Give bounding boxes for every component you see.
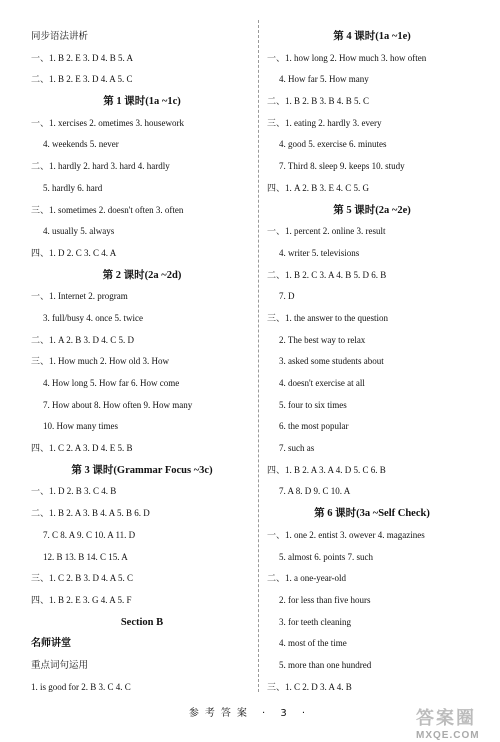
answer-line: 四、1. B 2. A 3. A 4. D 5. C 6. B: [267, 464, 386, 475]
section-heading: 第 1 课时(1a ~1c): [103, 96, 181, 108]
section-heading: 第 6 课时(3a ~Self Check): [314, 508, 430, 520]
answer-line: 二、1. hardly 2. hard 3. hard 4. hardly: [31, 161, 170, 172]
section-heading: 第 5 课时(2a ~2e): [333, 204, 411, 216]
answer-line: 7. A 8. D 9. C 10. A: [279, 486, 351, 497]
answer-line: 5. hardly 6. hard: [43, 182, 103, 193]
answer-line: 二、1. B 2. A 3. B 4. A 5. B 6. D: [31, 508, 150, 519]
answer-line: 四、1. D 2. C 3. C 4. A: [31, 247, 117, 258]
answer-line: 三、1. C 2. D 3. A 4. B: [267, 681, 352, 692]
answer-line: 名师讲堂: [31, 638, 71, 650]
watermark-logo: [416, 704, 494, 741]
answer-line: 同步语法讲析: [31, 31, 89, 42]
answer-line: 10. How many times: [43, 421, 118, 432]
answer-line: 二、1. a one-year-old: [267, 573, 347, 584]
answer-line: 三、1. How much 2. How old 3. How: [31, 356, 169, 367]
answer-line: 4. How long 5. How far 6. How come: [43, 378, 180, 388]
section-heading: 第 3 课时(Grammar Focus ~3c): [71, 464, 213, 476]
answer-line: 4. good 5. exercise 6. minutes: [279, 139, 387, 150]
answer-line: 一、1. percent 2. online 3. result: [267, 226, 386, 237]
answer-line: 一、1. xercises 2. ometimes 3. housework: [31, 117, 184, 128]
section-heading: 第 4 课时(1a ~1e): [333, 31, 411, 42]
answer-line: 4. most of the time: [279, 638, 347, 649]
section-heading: 第 2 课时(2a ~2d): [102, 269, 182, 281]
answer-line: 5. more than one hundred: [279, 659, 372, 670]
answer-line: 7. D: [279, 291, 295, 302]
answer-line: 5. almost 6. points 7. such: [279, 551, 373, 562]
answer-line: 二、1. A 2. B 3. D 4. C 5. D: [31, 334, 135, 345]
answer-line: 7. Third 8. sleep 9. keeps 10. study: [279, 161, 405, 172]
answer-line: 12. B 13. B 14. C 15. A: [43, 551, 128, 562]
answer-line: 2. The best way to relax: [279, 334, 366, 345]
answer-line: 一、1. D 2. B 3. C 4. B: [31, 486, 117, 497]
answer-line: 6. the most popular: [279, 421, 349, 432]
watermark-top: 答案圈: [416, 708, 476, 729]
answer-line: 3. full/busy 4. once 5. twice: [43, 312, 143, 323]
answer-line: 四、1. B 2. E 3. G 4. A 5. F: [31, 594, 132, 605]
answer-line: 4. doesn't exercise at all: [279, 378, 365, 388]
answer-line: 1. is good for 2. B 3. C 4. C: [31, 681, 131, 692]
answer-line: 三、1. C 2. B 3. D 4. A 5. C: [31, 573, 134, 584]
answer-line: 二、1. B 2. C 3. A 4. B 5. D 6. B: [267, 269, 387, 280]
answer-line: 2. for less than five hours: [279, 594, 371, 605]
answer-line: 二、1. B 2. E 3. D 4. A 5. C: [31, 74, 133, 85]
answer-line: 4. weekends 5. never: [43, 139, 119, 150]
answer-line: 一、1. Internet 2. program: [31, 291, 128, 302]
section-heading: Section B: [120, 616, 164, 628]
answer-line: 重点词句运用: [31, 659, 89, 671]
answer-line: 7. such as: [279, 443, 315, 454]
answer-line: 5. four to six times: [279, 399, 347, 410]
answer-line: 3. for teeth cleaning: [279, 616, 351, 627]
answer-line: 四、1. A 2. B 3. E 4. C 5. G: [267, 182, 370, 193]
answer-line: 三、1. eating 2. hardly 3. every: [267, 117, 382, 128]
answer-line: 三、1. sometimes 2. doesn't often 3. often: [31, 204, 184, 215]
right-answer-column: [267, 26, 477, 698]
answer-line: 4. usually 5. always: [43, 226, 115, 237]
answer-line: 3. asked some students about: [279, 356, 384, 367]
left-answer-column: [31, 26, 253, 698]
answer-line: 一、1. one 2. entist 3. owever 4. magazines: [267, 529, 425, 540]
answer-line: 一、1. B 2. E 3. D 4. B 5. A: [31, 52, 134, 63]
column-divider: [258, 20, 259, 692]
page-footer: 参考答案 · 3 ·: [188, 708, 312, 719]
answer-line: 4. How far 5. How many: [279, 74, 369, 85]
answer-line: 7. How about 8. How often 9. How many: [43, 399, 193, 410]
answer-line: 7. C 8. A 9. C 10. A 11. D: [43, 529, 136, 540]
answer-line: 一、1. how long 2. How much 3. how often: [267, 52, 427, 63]
answer-line: 二、1. B 2. B 3. B 4. B 5. C: [267, 96, 370, 107]
answer-line: 三、1. the answer to the question: [267, 312, 388, 323]
watermark-bottom: MXQE.COM: [416, 730, 480, 741]
answer-line: 四、1. C 2. A 3. D 4. E 5. B: [31, 443, 133, 454]
answer-line: 4. writer 5. televisions: [279, 247, 360, 258]
